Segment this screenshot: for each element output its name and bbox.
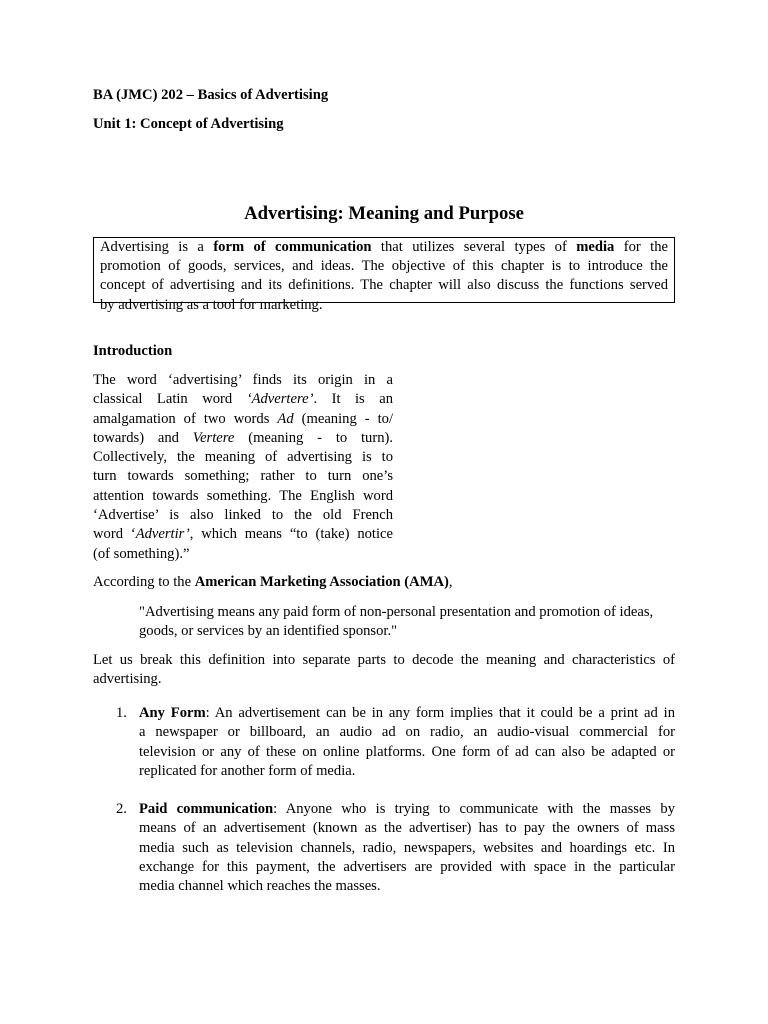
paragraph-line: The word ‘advertising’ finds its origin in a (93, 372, 393, 388)
abstract-line: by advertising as a tool for marketing. (100, 296, 323, 313)
paragraph-line: advertising. (93, 671, 162, 688)
list-line: exchange for this payment, the advertisers are provided with space in the particular (139, 858, 675, 875)
latin-word-ad: Ad (277, 410, 294, 427)
paragraph-line: (of something).” (93, 545, 190, 562)
paragraph-line: Collectively, the meaning of advertising is to (93, 449, 393, 466)
list-line: media channel which reaches the masses. (139, 878, 381, 895)
list-line: replicated for another form of media. (139, 762, 356, 779)
paragraph-line: word ‘Advertir’, which means “to (take) notice (93, 526, 393, 543)
paragraph-line: attention towards something. The English word (93, 487, 393, 504)
quote-line: goods, or services by an identified sponsor." (139, 623, 398, 640)
abstract-line: concept of advertising and its definitions. The chapter will also discuss the functions served (100, 277, 668, 294)
paragraph-line: ‘Advertise’ is also linked to the old French (93, 507, 393, 524)
ama-definition-quote (139, 603, 685, 642)
latin-word-vertere: Vertere (192, 429, 235, 446)
paragraph-line: towards) and Vertere (meaning - to turn). (93, 429, 394, 446)
paragraph-line: amalgamation of two words Ad (meaning - to/ (93, 410, 394, 427)
list-line: Paid communication: Anyone who is trying to communicate with the masses by (139, 801, 676, 817)
paragraph-line: Let us break this definition into separate parts to decode the meaning and characteristics of (93, 652, 675, 668)
list-term: Any Form (139, 705, 206, 721)
ama-intro-line: According to the American Marketing Association (AMA), (93, 574, 453, 590)
abstract-term-media: media (576, 239, 615, 255)
unit-title: Unit 1: Concept of Advertising (93, 116, 284, 132)
latin-word: ‘Advertere’ (246, 391, 314, 408)
paragraph-line: turn towards something; rather to turn one’s (93, 468, 393, 485)
ama-name: American Marketing Association (AMA) (194, 574, 449, 590)
breakdown-paragraph (93, 651, 675, 690)
french-word: Advertir’ (135, 526, 190, 543)
list-number: 1. (116, 705, 127, 721)
list-number: 2. (116, 801, 127, 817)
paragraph-line: classical Latin word ‘Advertere’. It is an (93, 391, 393, 408)
abstract-line: promotion of goods, services, and ideas. The objective of this chapter is to introduce the (100, 258, 668, 275)
list-line: media such as television channels, radio, newspapers, websites and hoardings etc. In (139, 839, 675, 856)
list-line: television or any of these on online platforms. One form of ad can also be adapted or (139, 743, 675, 760)
list-item-body (139, 800, 675, 896)
list-line: a newspaper or billboard, an audio ad on radio, an audio-visual commercial for (139, 724, 675, 741)
list-term: Paid communication (139, 801, 274, 817)
introduction-paragraph (93, 371, 393, 564)
list-item-body (139, 704, 675, 781)
list-line: means of an advertisement (known as the advertiser) has to pay the owners of mass (139, 820, 675, 837)
abstract-term-communication: form of communication (213, 239, 372, 255)
abstract-line: Advertising is a form of communication that utilizes several types of media for the (100, 239, 668, 255)
course-title: BA (JMC) 202 – Basics of Advertising (93, 87, 329, 103)
abstract-box (93, 237, 675, 313)
page-title: Advertising: Meaning and Purpose (244, 203, 524, 224)
list-line: Any Form: An advertisement can be in any form implies that it could be a print ad in (139, 705, 675, 721)
quote-line: "Advertising means any paid form of non-personal presentation and promotion of ideas, (139, 604, 654, 620)
introduction-heading: Introduction (93, 343, 173, 359)
